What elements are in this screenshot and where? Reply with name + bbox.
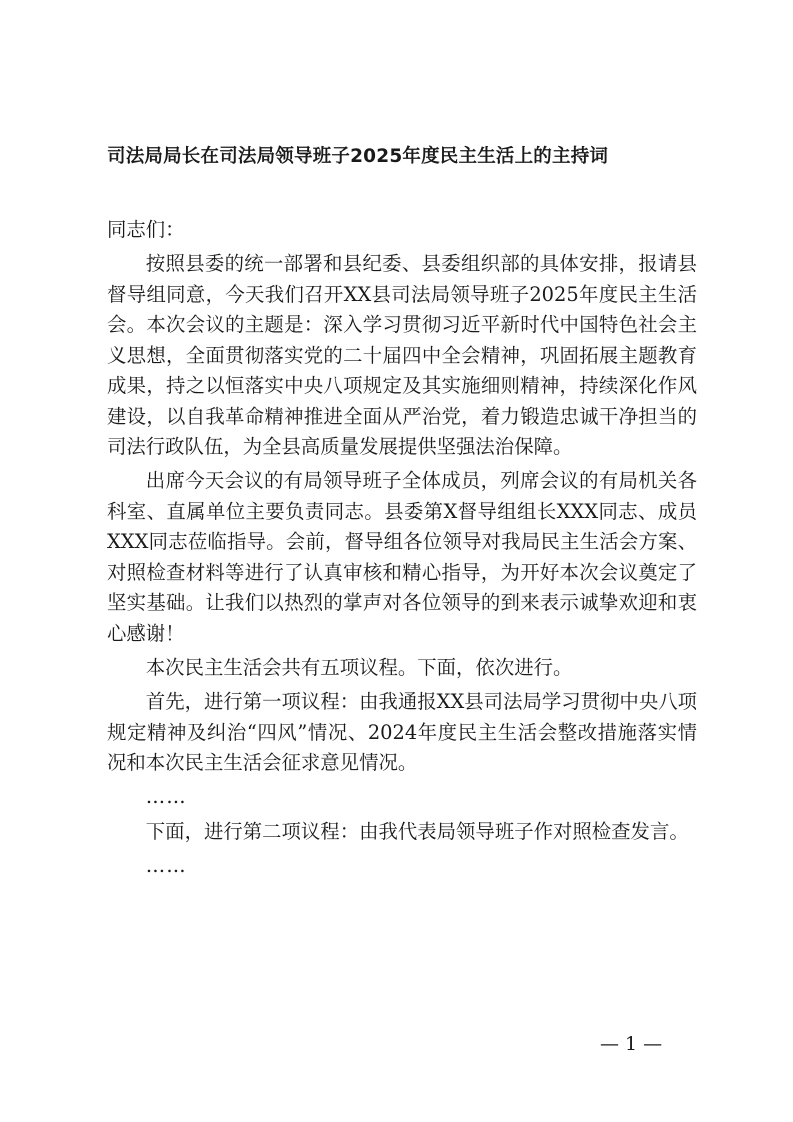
salutation: 同志们：: [107, 218, 185, 241]
paragraph-agenda-item-1: 首先，进行第一项议程：由我通报XX县司法局学习贯彻中央八项规定精神及纠治“四风”情况、2024年度民主生活会整改措施落实情况和本次民主生活会征求意见情况。: [107, 690, 697, 775]
page-number: — 1 —: [600, 1033, 663, 1055]
document-title: 司法局局长在司法局领导班子2025年度民主生活上的主持词: [107, 146, 609, 167]
paragraph-opening: 按照县委的统一部署和县纪委、县委组织部的具体安排，报请县督导组同意，今天我们召开XX县司法局领导班子2025年度民主生活会。本次会议的主题是：深入学习贯彻习近平新时代中国特色社会主义思想，全面贯彻落实党的二十届四中全会精神，巩固拓展主题教育成果，持之以恒落实中央八项规定及其实施细则精神，持续深化作风建设，以自我革命精神推进全面从严治党，着力锻造忠诚干净担当的司法行政队伍，为全县高质量发展提供坚强法治保障。: [107, 252, 697, 459]
paragraph-agenda-intro: 本次民主生活会共有五项议程。下面，依次进行。: [145, 656, 573, 680]
paragraph-attendees: 出席今天会议的有局领导班子全体成员，列席会议的有局机关各科室、直属单位主要负责同志。县委第X督导组组长XXX同志、成员XXX同志莅临指导。会前，督导组各位领导对我局民主生活会方案、对照检查材料等进行了认真审核和精心指导，为开好本次会议奠定了坚实基础。让我们以热烈的掌声对各位领导的到来表示诚挚欢迎和衷心感谢！: [107, 469, 697, 645]
paragraph-agenda-item-2: 下面，进行第二项议程：由我代表局领导班子作对照检查发言。: [145, 819, 689, 843]
document-body: [107, 215, 697, 885]
paragraph-ellipsis: ……: [145, 853, 187, 877]
paragraph-ellipsis: ……: [145, 785, 187, 809]
